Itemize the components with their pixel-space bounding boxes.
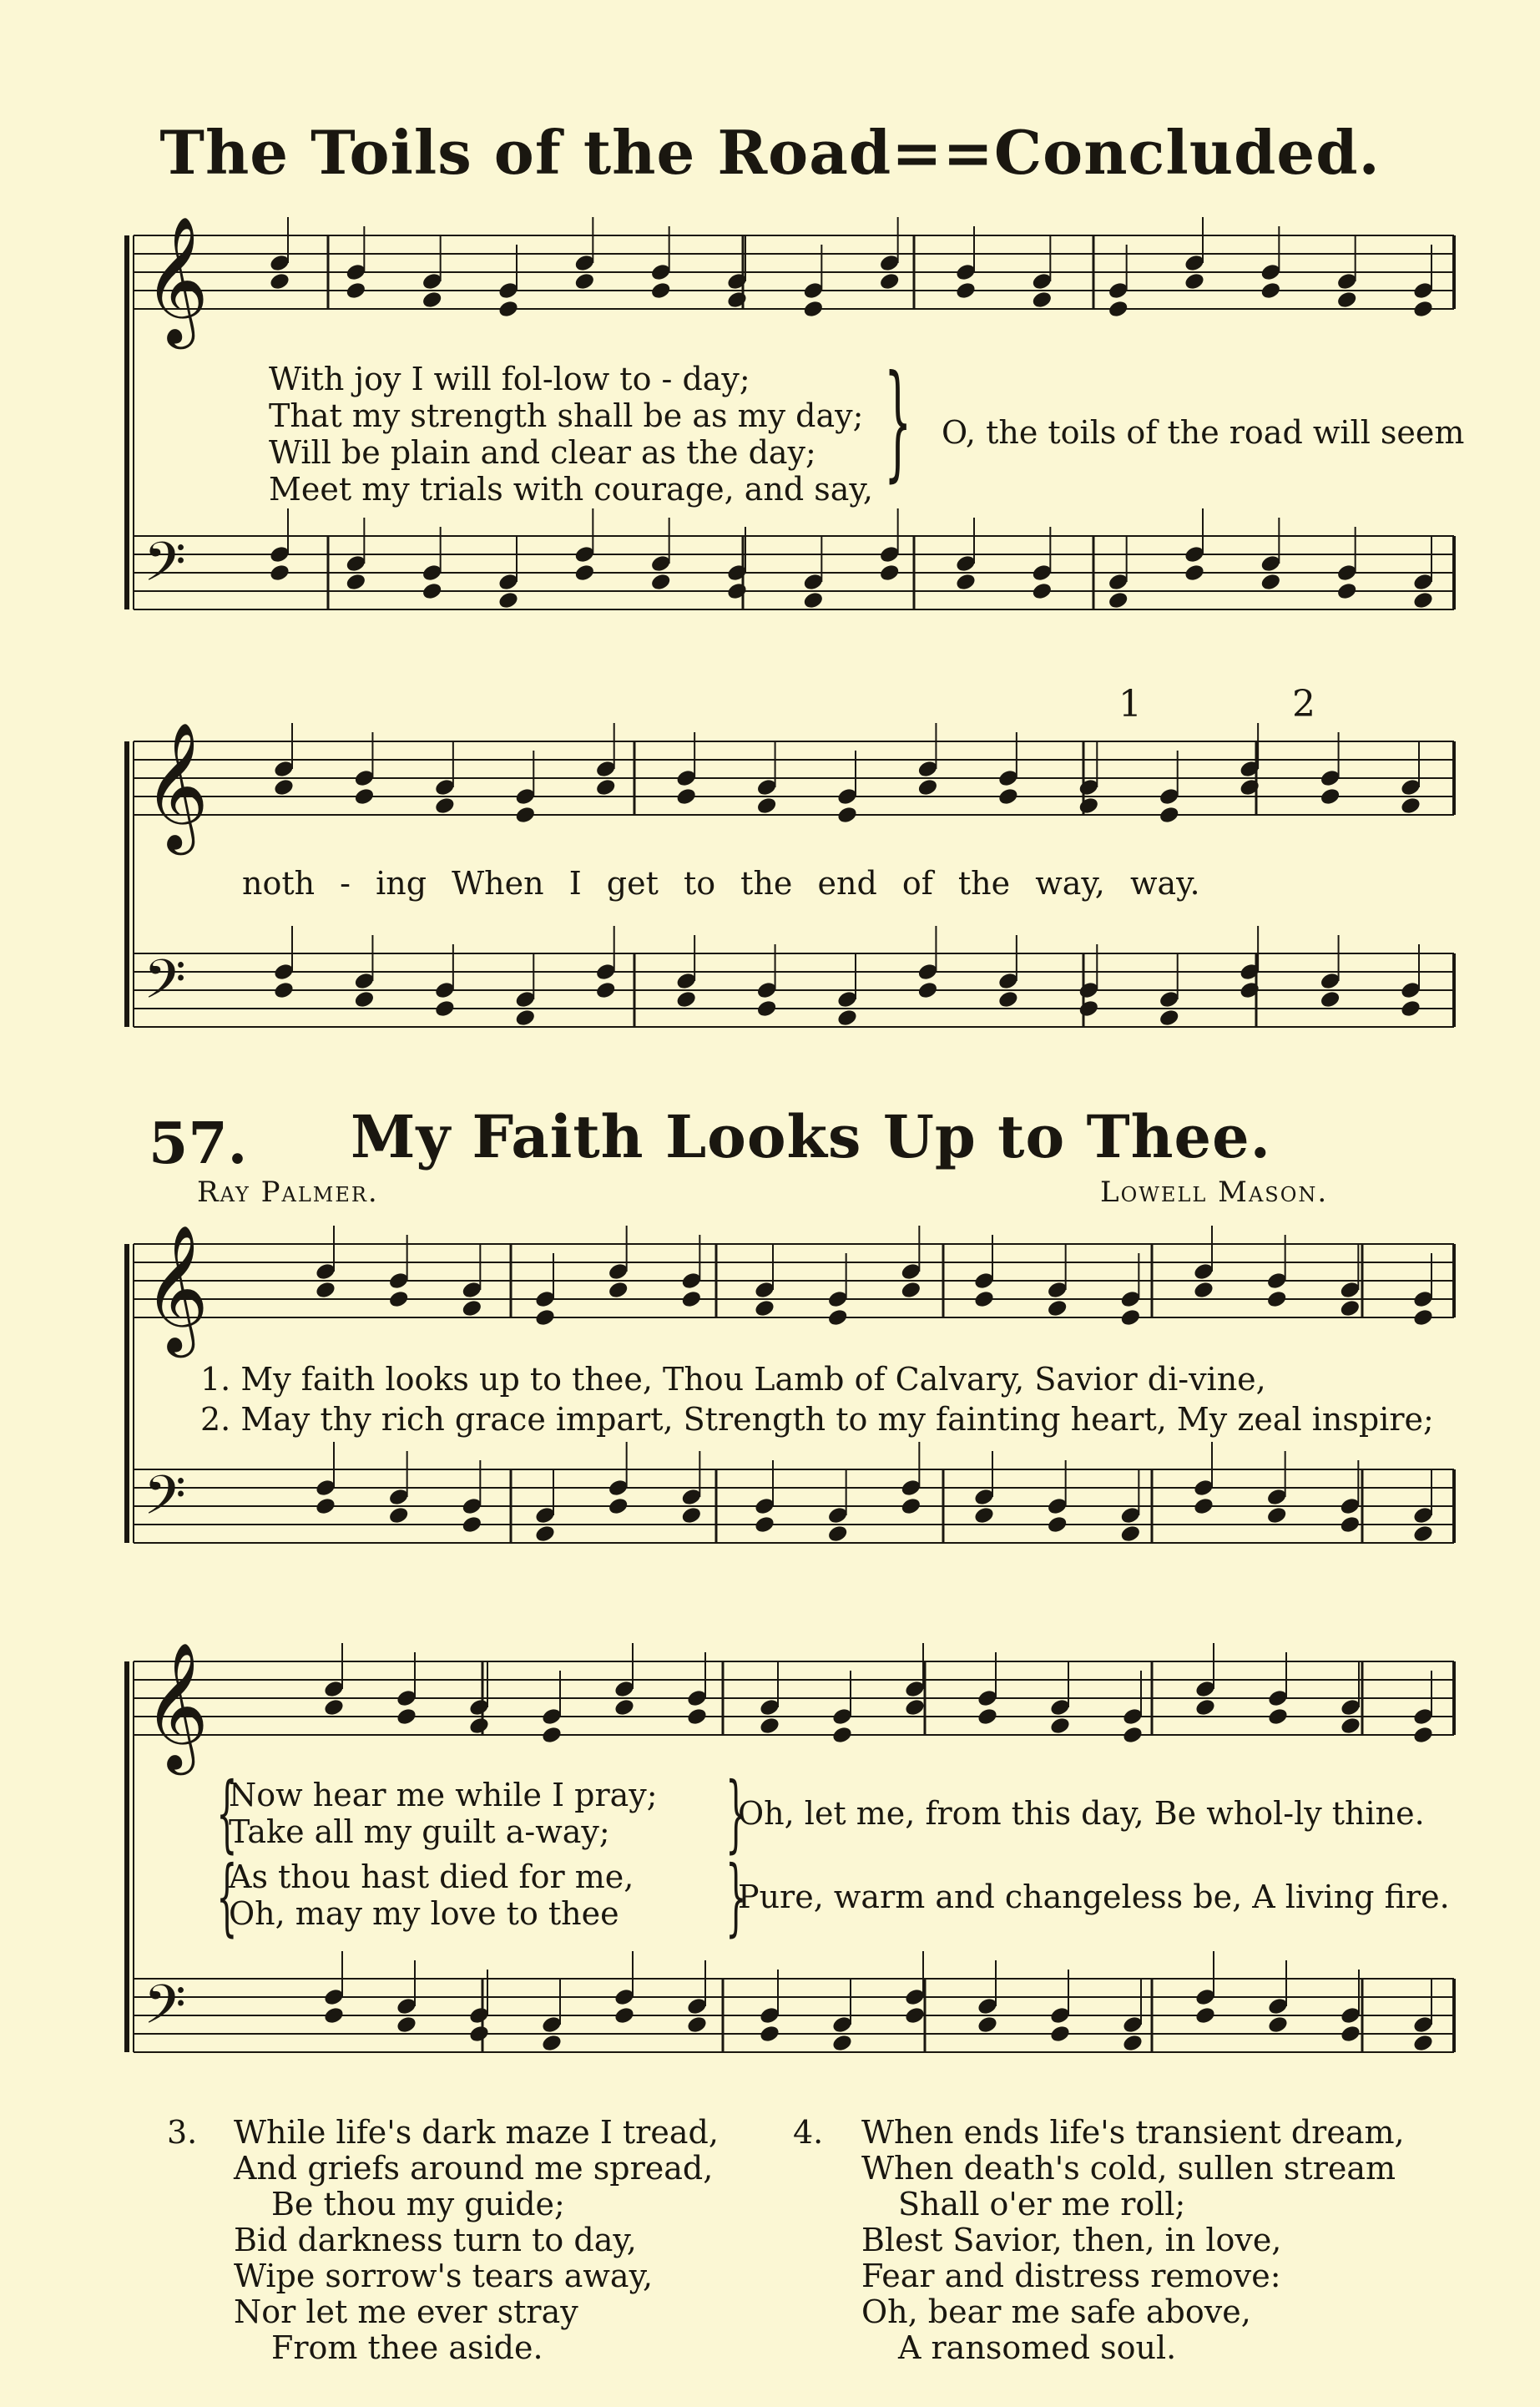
page-title: The Toils of the Road==Concluded. bbox=[159, 117, 1381, 188]
brace: { bbox=[216, 1764, 238, 1862]
lyric-line: Oh, let me, from this day, Be whol-ly thine. bbox=[738, 1795, 1425, 1832]
lyric-line: 2. May thy rich grace impart, Strength to my fainting heart, My zeal inspire; bbox=[200, 1401, 1434, 1438]
verse-line: Wipe sorrow's tears away, bbox=[234, 2258, 654, 2294]
hymn-number: 57. bbox=[149, 1110, 248, 1177]
svg-text:𝄞: 𝄞 bbox=[144, 215, 210, 344]
verse-line: When death's cold, sullen stream bbox=[861, 2150, 1396, 2187]
verse-line: And griefs around me spread, bbox=[234, 2150, 714, 2187]
lyric-line: noth - ing When I get to the end of the way, way. bbox=[242, 865, 1200, 902]
brace: { bbox=[216, 1848, 238, 1945]
brace: } bbox=[884, 349, 912, 494]
ending-number: 2 bbox=[1292, 683, 1315, 726]
verse-line: Nor let me ever stray bbox=[234, 2293, 578, 2330]
refrain-lyric: O, the toils of the road will seem bbox=[942, 414, 1465, 451]
hymn-title: My Faith Looks Up to Thee. bbox=[351, 1102, 1272, 1171]
verse-line: While life's dark maze I tread, bbox=[234, 2114, 719, 2151]
verse-line: Oh, bear me safe above, bbox=[861, 2293, 1251, 2330]
lyric-line: Oh, may my love to thee bbox=[229, 1895, 619, 1932]
verse-line: When ends life's transient dream, bbox=[861, 2114, 1405, 2151]
lyric-line: With joy I will fol-low to - day; bbox=[269, 361, 750, 397]
svg-text:𝄢: 𝄢 bbox=[144, 529, 186, 607]
author: Ray Palmer. bbox=[197, 1176, 379, 1209]
lyric-line: Meet my trials with courage, and say, bbox=[269, 471, 873, 508]
verse-line: Fear and distress remove: bbox=[861, 2258, 1281, 2294]
svg-text:𝄢: 𝄢 bbox=[144, 947, 186, 1024]
svg-text:𝄢: 𝄢 bbox=[144, 1463, 186, 1540]
brace: } bbox=[725, 1848, 747, 1945]
svg-text:𝄞: 𝄞 bbox=[144, 721, 210, 850]
svg-text:𝄢: 𝄢 bbox=[144, 1972, 186, 2050]
verse-line: Blest Savior, then, in love, bbox=[861, 2222, 1282, 2258]
composer: Lowell Mason. bbox=[1100, 1176, 1329, 1209]
lyric-line: That my strength shall be as my day; bbox=[269, 397, 864, 434]
verse-line: A ransomed soul. bbox=[898, 2329, 1177, 2366]
brace: } bbox=[725, 1764, 747, 1862]
lyric-line: Take all my guilt a-way; bbox=[229, 1813, 610, 1850]
verse-number: 3. bbox=[167, 2114, 198, 2151]
verse-number: 4. bbox=[793, 2114, 824, 2151]
ending-number: 1 bbox=[1118, 683, 1142, 726]
verse-line: Be thou my guide; bbox=[271, 2186, 565, 2222]
lyric-line: Pure, warm and changeless be, A living fire. bbox=[738, 1879, 1450, 1915]
svg-text:𝄞: 𝄞 bbox=[144, 1641, 210, 1770]
lyric-line: Now hear me while I pray; bbox=[229, 1777, 658, 1813]
verse-line: From thee aside. bbox=[271, 2329, 543, 2366]
svg-text:𝄞: 𝄞 bbox=[144, 1224, 210, 1353]
lyric-line: 1. My faith looks up to thee, Thou Lamb of Calvary, Savior di-vine, bbox=[200, 1361, 1266, 1398]
lyric-line: Will be plain and clear as the day; bbox=[269, 434, 816, 471]
verse-line: Bid darkness turn to day, bbox=[234, 2222, 637, 2258]
verse-line: Shall o'er me roll; bbox=[898, 2186, 1186, 2222]
lyric-line: As thou hast died for me, bbox=[229, 1858, 634, 1895]
